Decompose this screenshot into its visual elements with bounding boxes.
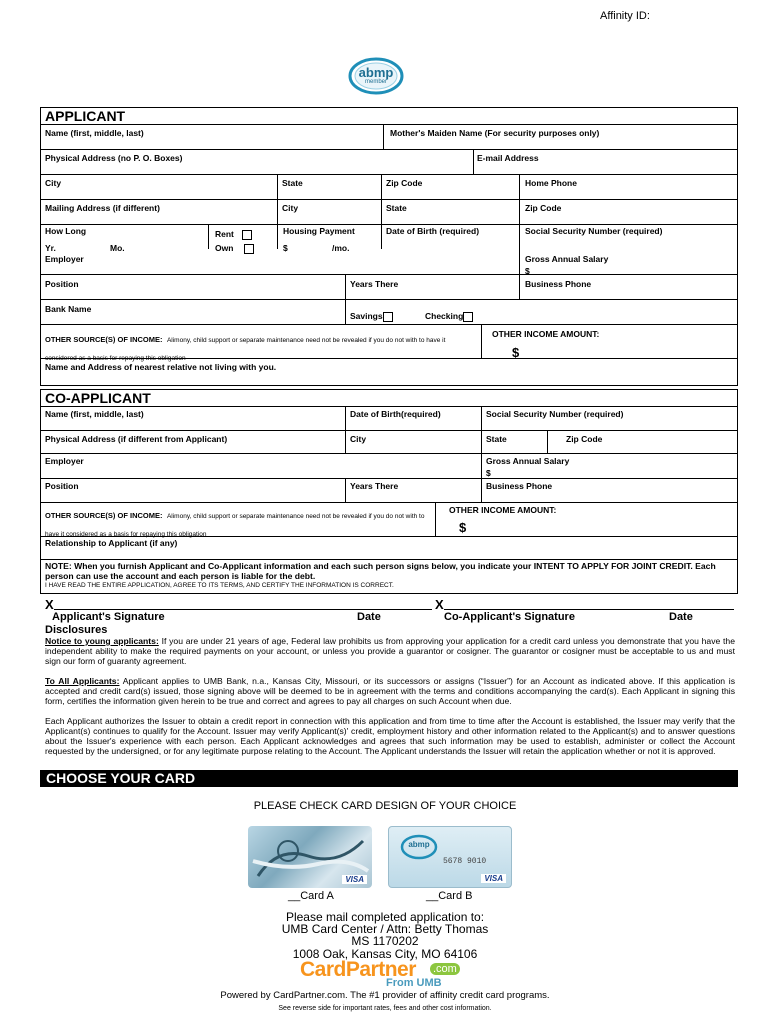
co-zip-label: Zip Code (566, 434, 603, 444)
rent-option[interactable]: Rent (215, 229, 252, 240)
coapplicant-title: CO-APPLICANT (40, 389, 738, 406)
rent-checkbox[interactable] (242, 230, 252, 240)
co-employer-label: Employer (45, 456, 84, 466)
per-month-label: /mo. (332, 243, 350, 253)
other-income-amount-label: OTHER INCOME AMOUNT: (492, 329, 600, 339)
applicant-gross-dollar: $ (525, 266, 530, 276)
co-dob-label: Date of Birth(required) (350, 409, 441, 419)
applicant-physical-label: Physical Address (no P. O. Boxes) (45, 153, 183, 163)
affinity-id-label: Affinity ID: (600, 10, 650, 22)
co-signature-label: Co-Applicant's Signature (444, 611, 575, 623)
authorize-paragraph: Each Applicant authorizes the Issuer to obtain a credit report in connection with this application and from time to time after the Account is established, the Issuer may verify that the Applicant(s) continues to qualify for the Account. Issuer may verify Applicant(s)' credit, employment history and other information related to the Applicant(s) and to answer questions about the Issuer's experience with each person. Each Applicant acknowledges and agrees that such information may be used to establish, administer or collect the Account requested by the undersigned, or for any legitimate purpose relating to the Account. The Applicant understands the Issuer will retain the application whether or not it is approved. (45, 716, 735, 756)
applicant-business-phone-label: Business Phone (525, 279, 592, 289)
housing-payment-label: Housing Payment (283, 226, 355, 236)
savings-checkbox[interactable] (383, 312, 393, 322)
co-date-label: Date (669, 611, 693, 623)
checking-checkbox[interactable] (463, 312, 473, 322)
co-years-label: Years There (350, 481, 399, 491)
brand-name: CardPartner (300, 958, 416, 981)
applicant-title: APPLICANT (40, 107, 738, 124)
own-option[interactable]: Own (215, 243, 254, 254)
co-city-label: City (350, 434, 367, 444)
card-a-option[interactable]: __Card A (288, 890, 334, 902)
applicant-state-label: State (282, 178, 303, 188)
affinity-id-field[interactable] (662, 22, 740, 23)
applicant-mailing-label: Mailing Address (if different) (45, 203, 160, 213)
cardpartner-logo (300, 958, 470, 988)
checking-option[interactable]: Checking (425, 311, 473, 322)
reverse-side-note: See reverse side for important rates, fees and other cost information. (278, 1005, 492, 1012)
abmp-logo (346, 56, 406, 96)
applicant-sign-x: X (45, 597, 54, 612)
own-checkbox[interactable] (244, 244, 254, 254)
logo-text: abmp (358, 65, 394, 80)
relative-label: Name and Address of nearest relative not living with you. (45, 362, 277, 372)
applicant-mailing-zip-label: Zip Code (525, 203, 562, 213)
card-b-visa: VISA (481, 874, 506, 883)
co-sign-x: X (435, 597, 444, 612)
co-ssn-label: Social Security Number (required) (486, 409, 624, 419)
co-other-dollar: $ (459, 520, 467, 535)
co-signature-line[interactable] (444, 609, 734, 610)
applicant-date-label: Date (357, 611, 381, 623)
card-b-option[interactable]: __Card B (426, 890, 473, 902)
applicant-home-phone-label: Home Phone (525, 178, 577, 188)
certify-text: I HAVE READ THE ENTIRE APPLICATION, AGREE TO ITS TERMS, AND CERTIFY THE INFORMATION IS CORRECT. (45, 582, 394, 589)
mail-line-3: MS 1170202 (351, 934, 419, 948)
young-applicants-paragraph: Notice to young applicants: If you are under 21 years of age, Federal law prohibits us from approving your application for a credit card unless you demonstrate that you have the independent ability to make the required payments on your account, or unless you provide a guarantor or cosigner. The guarantor or cosigner must be acceptable to us and must sign our form of guaranty agreement. (45, 636, 735, 666)
co-other-income-note: Alimony, child support or separate maintenance need not be revealed if you do not with to have it considered as a basis for repaying this obligation (45, 513, 425, 538)
co-gross-label: Gross Annual Salary (486, 456, 570, 466)
applicant-signature-line[interactable] (54, 609, 432, 610)
co-physical-label: Physical Address (if different from Applicant) (45, 434, 228, 444)
applicant-dob-label: Date of Birth (required) (386, 226, 480, 236)
years-label: Yr. (45, 243, 56, 253)
all-applicants-paragraph: To All Applicants: Applicant applies to UMB Bank, n.a., Kansas City, Missouri, or its successors or assigns (“Issuer”) for an Account as indicated above. If this application is accepted and credit card(s) issued, those signing above will be deemed to be in agreement with the terms and conditions accompanying the card(s). Each Applicant in signing this form, certifies the information given herein to be true and correct and agrees to pay all charges on such Account when due. (45, 676, 735, 706)
how-long-label: How Long (45, 226, 87, 236)
card-a-visa: VISA (342, 875, 367, 884)
applicant-signature-label: Applicant's Signature (52, 611, 165, 623)
card-a-image[interactable] (248, 826, 372, 888)
co-gross-dollar: $ (486, 468, 491, 478)
card-b-image[interactable] (388, 826, 512, 888)
applicant-ssn-label: Social Security Number (required) (525, 226, 663, 236)
co-other-amount-label: OTHER INCOME AMOUNT: (449, 505, 557, 515)
co-other-income (45, 505, 430, 541)
other-income-dollar: $ (512, 345, 520, 360)
card-b-number: 5678 9010 (443, 857, 487, 866)
co-name-label: Name (first, middle, last) (45, 409, 144, 419)
housing-dollar: $ (283, 243, 288, 253)
applicant-position-label: Position (45, 279, 79, 289)
co-relationship-label: Relationship to Applicant (if any) (45, 538, 178, 548)
card-b-logo-text: abmp (408, 840, 430, 849)
applicant-zip-label: Zip Code (386, 178, 423, 188)
co-other-income-label: OTHER SOURCE(S) OF INCOME: (45, 511, 163, 520)
bank-name-label: Bank Name (45, 304, 92, 314)
savings-option[interactable]: Savings (350, 311, 393, 322)
brand-com: .com (430, 963, 460, 975)
note-text: NOTE: When you furnish Applicant and Co-Applicant information and each such person signs below, you indicate your INTENT TO APPLY FOR JOINT CREDIT. Each person can use the account and each person is liable for the debt. (45, 561, 716, 581)
months-label: Mo. (110, 243, 125, 253)
applicant-employer-label: Employer (45, 254, 84, 264)
applicant-other-income (45, 329, 477, 365)
brand-from: From UMB (386, 977, 442, 989)
applicant-mailing-city-label: City (282, 203, 299, 213)
applicant-gross-label: Gross Annual Salary (525, 254, 609, 264)
mail-line-1: Please mail completed application to: (285, 910, 485, 924)
applicant-years-label: Years There (350, 279, 399, 289)
applicant-email-label: E-mail Address (477, 153, 539, 163)
applicant-city-label: City (45, 178, 62, 188)
applicant-maiden-label: Mother's Maiden Name (For security purposes only) (390, 128, 600, 138)
mail-line-4: 1008 Oak, Kansas City, MO 64106 (292, 947, 478, 961)
logo-sub: member (364, 79, 387, 85)
applicant-mailing-state-label: State (386, 203, 407, 213)
disclosures-title: Disclosures (45, 624, 108, 636)
co-business-phone-label: Business Phone (486, 481, 553, 491)
choose-card-header: CHOOSE YOUR CARD (40, 770, 738, 787)
other-income-label: OTHER SOURCE(S) OF INCOME: (45, 335, 163, 344)
mail-line-2: UMB Card Center / Attn: Betty Thomas (281, 922, 489, 936)
other-income-note: Alimony, child support or separate maintenance need not be revealed if you do not with to have it considered as a basis for repaying this obligation (45, 337, 446, 362)
choose-instruction: PLEASE CHECK CARD DESIGN OF YOUR CHOICE (253, 800, 517, 812)
powered-by: Powered by CardPartner.com. The #1 provider of affinity credit card programs. (220, 990, 550, 1001)
co-position-label: Position (45, 481, 79, 491)
co-state-label: State (486, 434, 507, 444)
applicant-name-label: Name (first, middle, last) (45, 128, 144, 138)
